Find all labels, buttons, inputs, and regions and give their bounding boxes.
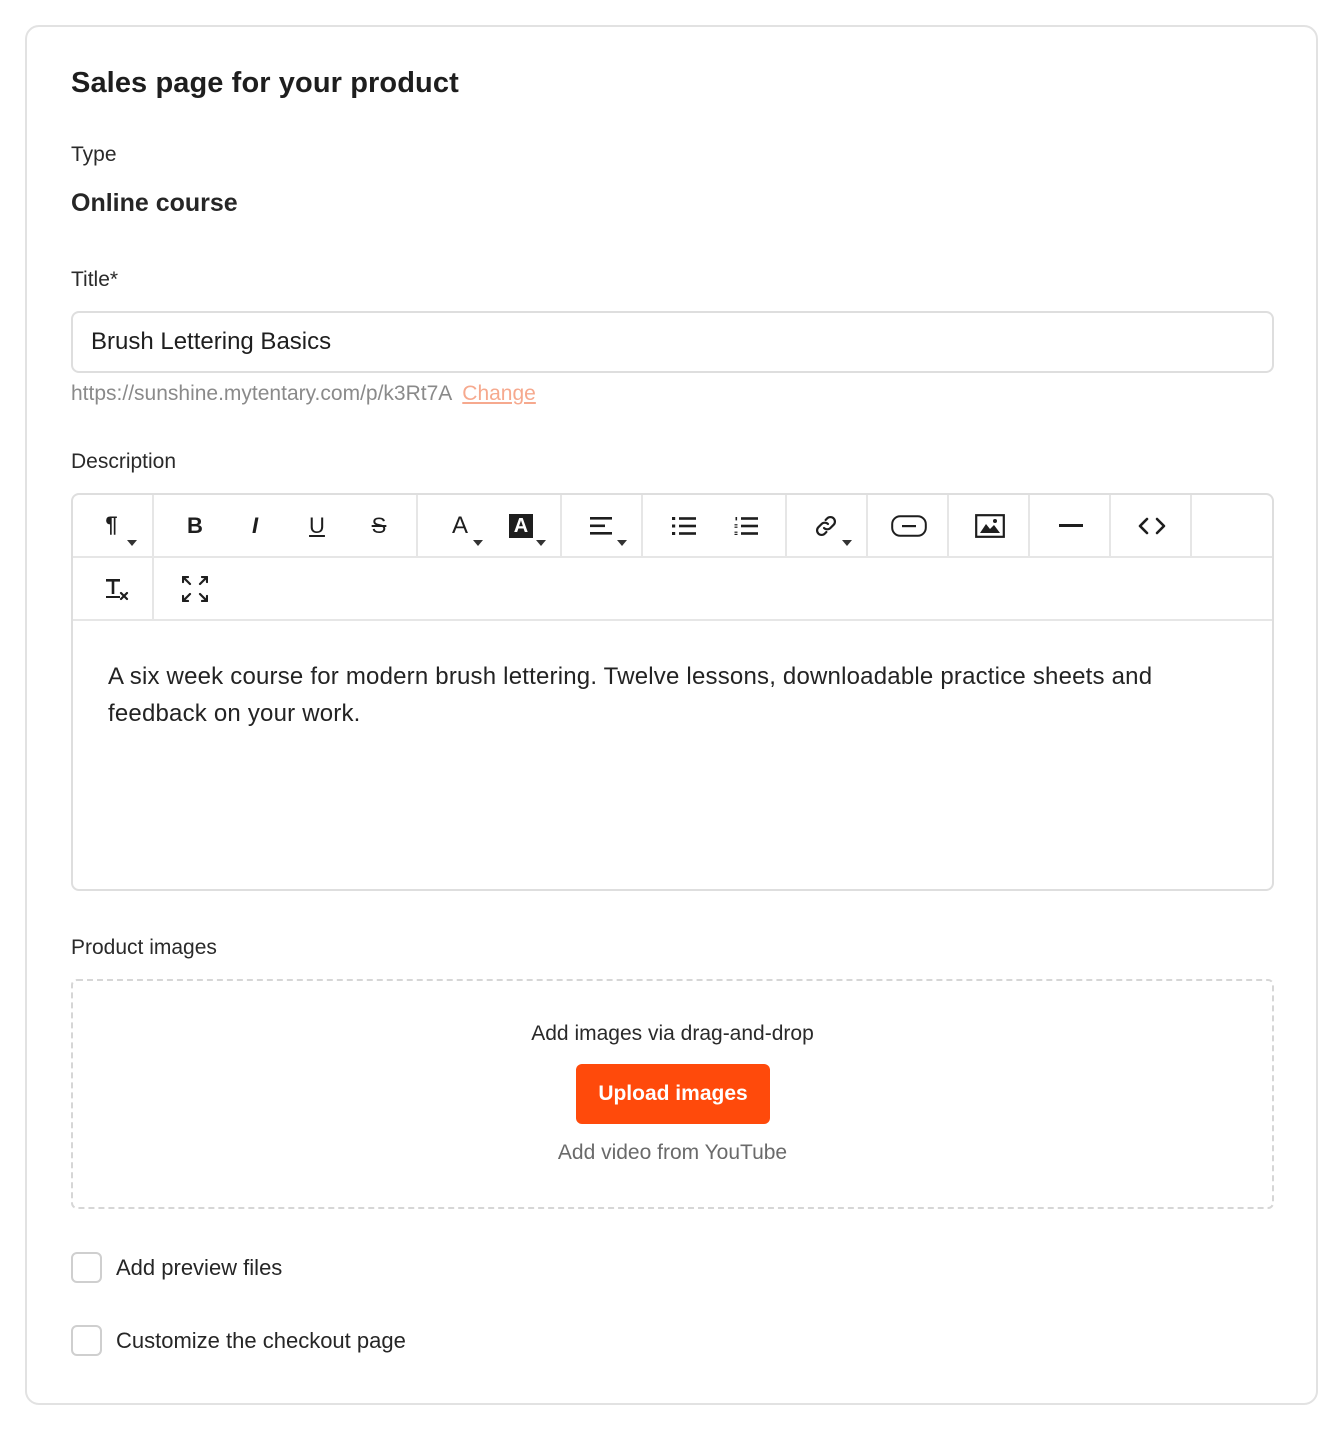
fullscreen-icon <box>182 576 208 602</box>
page-title: Sales page for your product <box>71 67 459 99</box>
description-label: Description <box>71 450 177 473</box>
chevron-down-icon <box>842 540 852 546</box>
toolbar-group-text-style <box>154 495 418 556</box>
type-value: Online course <box>71 189 238 217</box>
insert-button-button[interactable] <box>868 495 949 556</box>
preview-files-option[interactable] <box>71 1252 282 1283</box>
align-icon <box>590 517 614 535</box>
product-url-row <box>71 382 536 406</box>
toolbar-group-colors <box>418 495 562 556</box>
toolbar-group-fullscreen <box>154 558 235 619</box>
title-input[interactable] <box>71 311 1274 373</box>
dropzone-text: Add images via drag-and-drop <box>531 1022 814 1045</box>
strikethrough-button[interactable] <box>348 495 410 556</box>
background-color-button[interactable] <box>490 495 552 556</box>
underline-icon: U <box>309 512 325 538</box>
align-button[interactable] <box>562 495 643 556</box>
code-icon <box>1138 517 1166 535</box>
preview-files-checkbox[interactable] <box>71 1252 102 1283</box>
numbered-list-icon <box>734 517 758 535</box>
font-color-button[interactable] <box>430 495 490 556</box>
italic-icon: I <box>251 512 259 538</box>
preview-files-label: Add preview files <box>116 1254 283 1280</box>
italic-button[interactable] <box>224 495 286 556</box>
horizontal-rule-button[interactable] <box>1030 495 1111 556</box>
description-content[interactable]: A six week course for modern brush lettering. Twelve lessons, downloadable practice sheets and feedback on your work. <box>108 663 1153 727</box>
insert-image-button[interactable] <box>949 495 1030 556</box>
editor-toolbar-row-2 <box>73 558 1272 621</box>
bold-button[interactable] <box>164 495 226 556</box>
horizontal-rule-icon <box>1059 524 1083 528</box>
product-images-label: Product images <box>71 936 217 959</box>
toolbar-group-clear <box>73 558 154 619</box>
image-icon <box>975 514 1005 538</box>
customize-checkout-option[interactable] <box>71 1325 406 1356</box>
toolbar-group-code <box>1111 495 1192 556</box>
editor-toolbar-row-1 <box>73 495 1272 558</box>
paragraph-format-button[interactable] <box>73 495 154 556</box>
toolbar-group-lists <box>643 495 787 556</box>
bold-icon: B <box>187 512 203 538</box>
customize-checkout-checkbox[interactable] <box>71 1325 102 1356</box>
upload-images-button[interactable]: Upload images <box>576 1064 770 1124</box>
background-color-icon: A <box>509 514 533 538</box>
button-icon <box>891 515 927 537</box>
underline-button[interactable] <box>286 495 348 556</box>
toolbar-group-hr <box>1030 495 1111 556</box>
fullscreen-button[interactable] <box>154 558 235 619</box>
toolbar-group-paragraph <box>73 495 154 556</box>
description-editor <box>71 493 1274 891</box>
change-url-link[interactable]: Change <box>462 382 536 405</box>
link-icon <box>814 514 838 538</box>
type-label: Type <box>71 143 117 166</box>
add-youtube-video-link[interactable]: Add video from YouTube <box>557 1141 788 1164</box>
toolbar-group-align <box>562 495 643 556</box>
strikethrough-icon: S <box>371 512 387 538</box>
chevron-down-icon <box>536 540 546 546</box>
toolbar-group-button <box>868 495 949 556</box>
clear-formatting-icon <box>104 576 130 602</box>
bullet-list-button[interactable] <box>653 495 715 556</box>
link-button[interactable] <box>787 495 868 556</box>
customize-checkout-label: Customize the checkout page <box>116 1327 406 1353</box>
chevron-down-icon <box>617 540 627 546</box>
toolbar-group-link <box>787 495 868 556</box>
chevron-down-icon <box>127 540 137 546</box>
chevron-down-icon <box>473 540 483 546</box>
clear-formatting-button[interactable] <box>73 558 154 619</box>
toolbar-group-image <box>949 495 1030 556</box>
bullet-list-icon <box>672 517 696 535</box>
product-url: https://sunshine.mytentary.com/p/k3Rt7A <box>71 382 453 405</box>
title-label: Title* <box>71 268 119 291</box>
font-color-icon: A <box>451 511 468 539</box>
image-dropzone[interactable] <box>71 979 1274 1209</box>
paragraph-icon: ¶ <box>105 511 118 537</box>
numbered-list-button[interactable] <box>715 495 777 556</box>
sales-page-card <box>25 25 1318 1405</box>
code-view-button[interactable] <box>1111 495 1192 556</box>
